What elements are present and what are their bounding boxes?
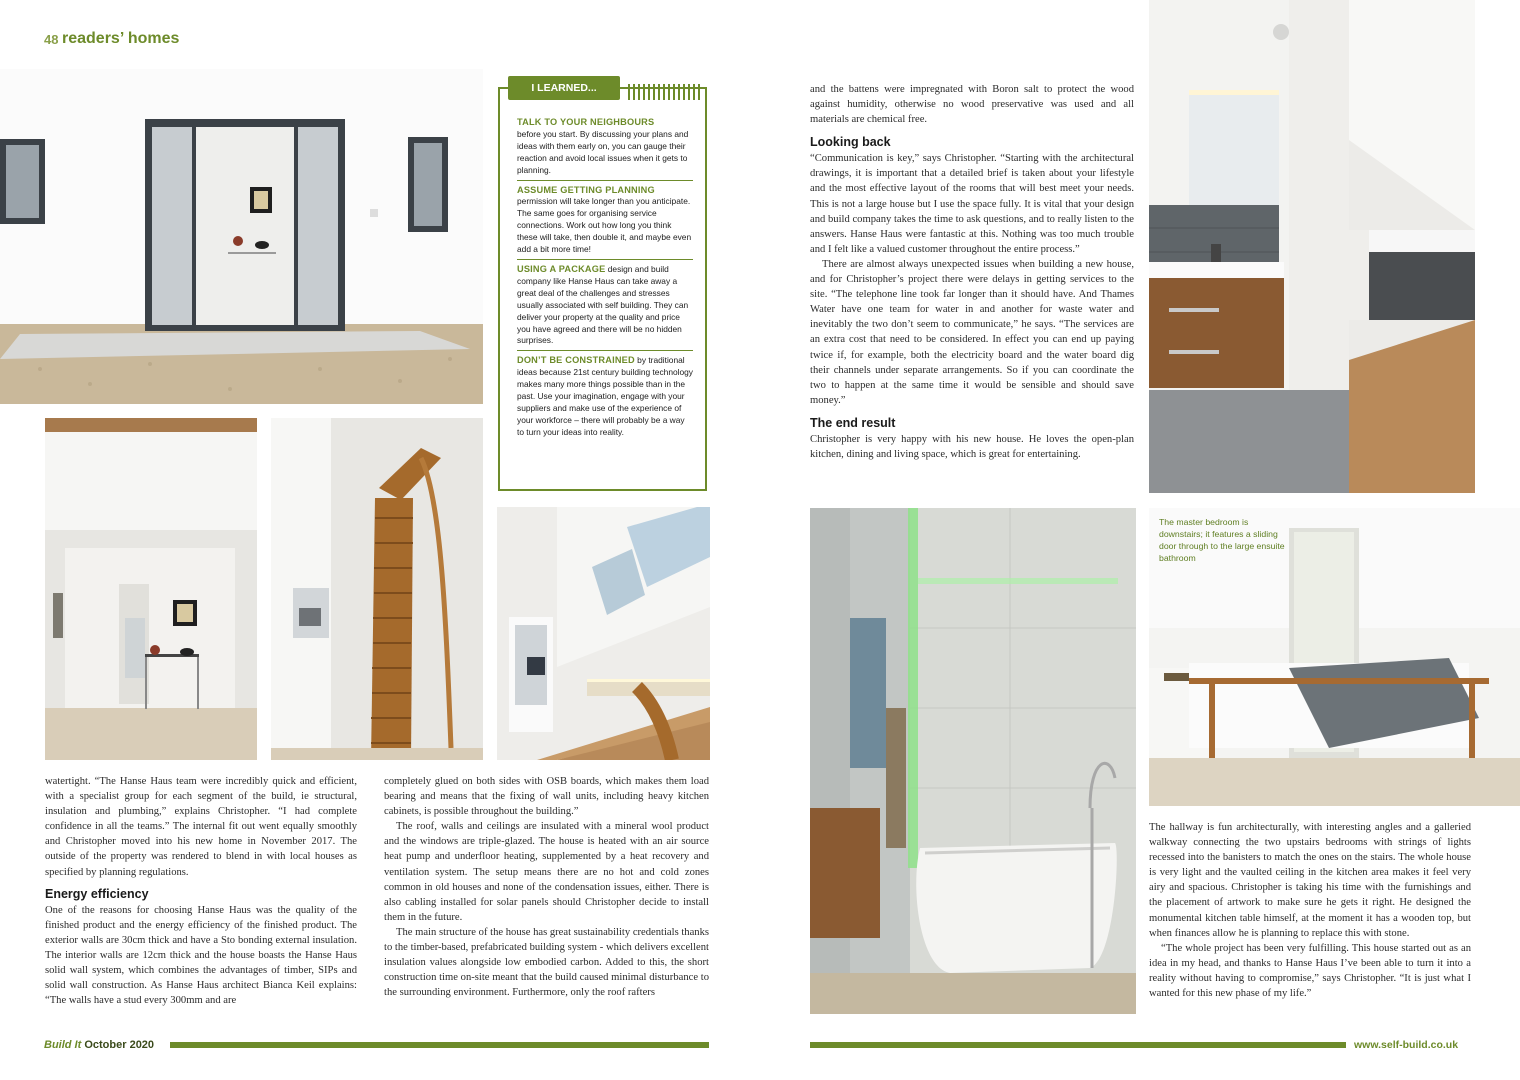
- paragraph: The main structure of the house has great sustainability credentials thanks to the timber-based, prefabricated building system - which delivers excellent insulation values alongside low embodied carbon. Added to this, the short construction time on-site meant that the build caused minimal disturbance to the surrounding environment. Furthermore, only the roof rafters: [384, 926, 710, 999]
- tip-heading: USING A PACKAGE: [517, 263, 606, 274]
- footer-rule-left: [170, 1042, 709, 1048]
- photo-caption: The master bedroom is downstairs; it features a sliding door through to the large ensuite bathroom: [1159, 517, 1285, 563]
- paragraph: The hallway is fun architecturally, with interesting angles and a galleried walkway connecting the two upstairs bedrooms with strings of lights recessed into the banisters to match the ones on the stairs. The whole house is very light and the vaulted ceiling in the kitchen area makes it feel very airy and spacious. Christopher is taking his time with the furnishings and the placement of artwork to make sure he gets it right. He designed the monumental kitchen table himself, at the moment it has a wooden top, but when finances allow he is planning to replace this with stone.: [1149, 822, 1471, 939]
- tip-text: before you start. By discussing your plans and ideas with them early on, you can gauge their reaction and avoid local issues when it gets to planning.: [517, 128, 689, 175]
- paragraph: watertight. “The Hanse Haus team were incredibly quick and efficient, with a specialist group for each segment of the build, ie structural, insulation and plumbing,” explains Christopher. “I had complete confidence in all the teams.” The internal fit out went equally smoothly and Christopher moved into his new home in November 2017. The outside of the property was rendered to blend in with local houses as specified by planning regulations.: [45, 776, 357, 878]
- issue-date: October 2020: [84, 1039, 155, 1051]
- decorative-bars: [628, 84, 700, 100]
- article-column-3: [810, 82, 1134, 462]
- paragraph: “Communication is key,” says Christopher. “Starting with the architectural drawings, it is important that a detailed brief is taken about your lifestyle and the most effective layout of the rooms that will best meet your needs. This is not a large house but I use the space fully. It is vital that your design and build company takes the time to ask questions, and to really listen to the answers. Hanse Haus were fantastic at this. Nothing was too much trouble and I felt like a valued customer throughout the entire process.”: [810, 153, 1134, 255]
- paragraph: “The whole project has been very fulfilling. This house started out as an idea in my head, and thanks to Hanse Haus I’ve been able to turn it into a reality without having to compromise,” says Christopher. “It is just what I wanted for this new phase of my life.”: [1149, 942, 1471, 1000]
- footer-magazine-issue: [44, 1039, 154, 1051]
- paragraph: completely glued on both sides with OSB boards, which makes them load bearing and means that the fixing of wall units, including heavy kitchen cabinets, is possible throughout the building.”: [384, 776, 709, 818]
- tip-heading: TALK TO YOUR NEIGHBOURS: [517, 117, 655, 127]
- paragraph: Christopher is very happy with his new house. He loves the open-plan kitchen, dining and living space, which is great for entertaining.: [810, 433, 1134, 460]
- ensuite-vanity-photo: [1149, 0, 1475, 493]
- tip-heading: ASSUME GETTING PLANNING: [517, 184, 655, 195]
- paragraph: One of the reasons for choosing Hanse Haus was the quality of the finished product and the energy efficiency of the finished product. The exterior walls are 30cm thick and have a Sto bonding external insulation. The interior walls are 12cm thick and the house boasts the Hanse Haus solid wall system, which combines the advantages of timber, SIPs and solid wall construction. As Hanse Haus architect Bianca Keil explains: “The walls have a stud every 300mm and are: [45, 904, 357, 1007]
- staircase-photo: [271, 418, 483, 760]
- article-column-2: [384, 774, 709, 1000]
- paragraph: There are almost always unexpected issues when building a new house, and for Christopher’s project there were delays in getting services to the site. “The telephone line took far longer than it should have. And Thames Water have one team for water in and another for waste water and inevitably the two don’t seem to communicate,” he says. “The services are an extra cost that need to be considered. In effect you can end up paying twice if, for example, both the electricity board and the water board dig their channels under separate arrangements. So if you can coordinate the two to happen at the same time it would be sensible and should save money.”: [810, 258, 1134, 406]
- paragraph: and the battens were impregnated with Boron salt to protect the wood against humidity, otherwise no wood preservative was used and all materials are chemical free.: [810, 84, 1134, 126]
- footer-website: www.self-build.co.uk: [1354, 1039, 1459, 1051]
- tip-item: [517, 185, 693, 260]
- paragraph: The roof, walls and ceilings are insulated with a mineral wool product and the windows are triple-glazed. The house is heated with an air source heat pump and underfloor heating, supplemented by a heat recovery and ventilation system. The setup means there are no hot and cold zones common in old houses and none of the condensation issues, either. There is also cabling installed for solar panels should Christopher decide to install them in the future.: [384, 821, 709, 923]
- tip-item: [517, 117, 693, 181]
- tip-text: permission will take longer than you anticipate. The same goes for organising service connections. Work out how long you think these will take, then double it, and maybe even add a bit more time!: [517, 196, 692, 255]
- section-title: readers’ homes: [62, 30, 180, 47]
- tip-item: [517, 264, 693, 351]
- magazine-name: Build It: [44, 1039, 82, 1051]
- subheading-the-end-result: The end result: [810, 415, 896, 430]
- article-column-4: [1149, 820, 1471, 1001]
- tip-text: design and build company like Hanse Haus can take away a great deal of the challenges and stresses usually associated with self building. They can deliver your property at the quality and price you have agreed and there will be no hidden surprises.: [517, 263, 689, 346]
- page-number: 48: [44, 32, 59, 47]
- article-column-1: [45, 774, 357, 1008]
- i-learned-title: I LEARNED...: [508, 76, 620, 100]
- i-learned-tips: [517, 117, 693, 446]
- subheading-energy-efficiency: Energy efficiency: [45, 886, 149, 901]
- exterior-entrance-photo: [0, 69, 483, 404]
- bathtub-photo: [810, 508, 1136, 1014]
- subheading-looking-back: Looking back: [810, 135, 891, 150]
- tip-text: by traditional ideas because 21st century building technology makes many more things possible than in the past. Use your imagination, engage with your suppliers and make use of the experience of your workforce – there will probably be a way to turn your ideas into reality.: [517, 355, 693, 437]
- footer-rule-right: [810, 1042, 1346, 1048]
- hallway-photo: [45, 418, 257, 760]
- tip-item: [517, 355, 693, 441]
- landing-skylight-photo: [497, 507, 710, 760]
- tip-heading: DON’T BE CONSTRAINED: [517, 355, 635, 366]
